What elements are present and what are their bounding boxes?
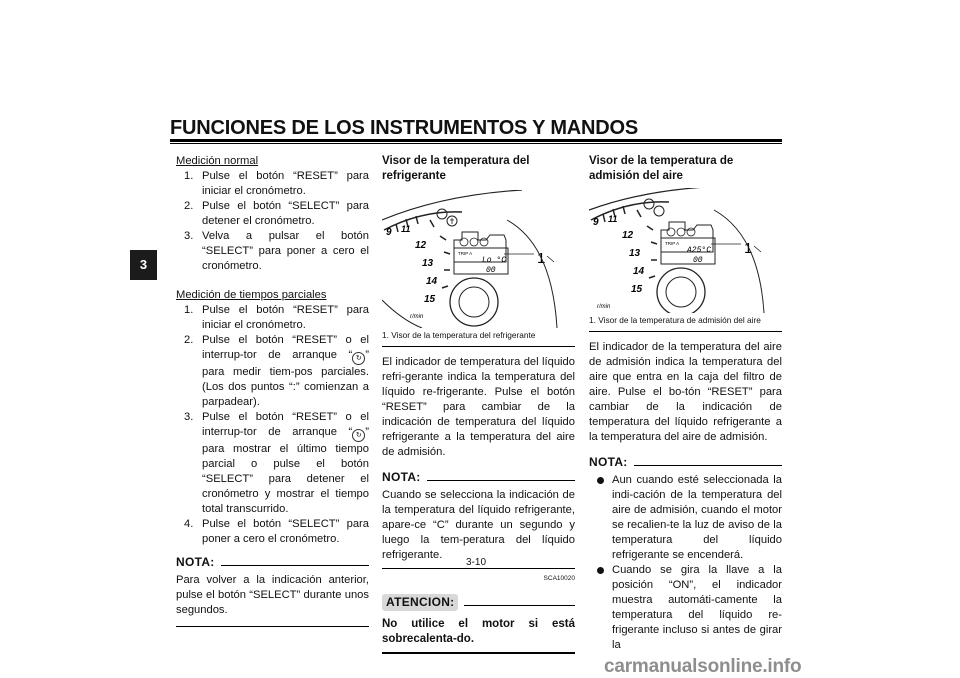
lcd-temp-readout: A25°C [687,246,712,255]
speedometer-dial [450,278,498,326]
tach-label-12: 12 [622,230,634,241]
step-number: 1. [184,170,194,182]
step-text: Velva a pulsar el botón “SELECT” para poner a cero el cronómetro. [202,230,369,272]
nota-label: NOTA: [176,555,215,569]
step-number: 1. [184,304,194,316]
partial-step-3 [184,410,369,517]
caution-text: No utilice el motor si está sobrecalenta-do. [382,618,575,645]
normal-step-1 [184,169,369,199]
lcd-trip-label: TRIP A [458,251,473,256]
intake-body: El indicador de la temperatura del aire de admisión indica la temperatura del aire que entra en la caja del filtro de aire. Pulse el bo-tón “RESET” para cambiar de la indicación de temperatura del líquido refrigerante a la temperatura del aire de admisión. [589,341,782,443]
column-2 [382,154,575,654]
page-title: FUNCIONES DE LOS INSTRUMENTOS Y MANDOS [170,117,639,139]
step-number: 4. [184,518,194,530]
nota-label: NOTA: [589,455,628,469]
nota-end-rule [382,568,575,569]
nota-bullet: Cuando se gira la llave a la posición “ON”, el indicador muestra automáti-camente la temperatura del líquido re-frigerante incluso si antes de girar la [589,563,782,653]
normal-steps [176,169,369,274]
warning-lamp-icon [437,209,447,219]
intake-air-heading: Visor de la temperatura de admisión del aire [589,155,734,182]
tach-label-15: 15 [631,284,643,295]
header-rule [170,139,782,142]
speedometer-dial [657,268,705,313]
figure-caption: 1. Visor de la temperatura de admisión del aire [589,315,761,325]
warning-lamp-icon [644,199,654,209]
nota-heading [176,555,369,570]
nota-heading [382,470,575,485]
caution-code: SCA10020 [543,575,575,582]
watermark: carmanualsonline.info [604,656,802,677]
header-rule-thin [170,143,782,144]
nota-text: Cuando se selecciona la indicación de la temperatura del líquido refrigerante, apare-ce “C” durante un segundo y luego la tem-peratura del líquido refrigerante. [382,489,575,561]
tach-label-13: 13 [629,248,641,259]
caution-rule [464,605,575,606]
partial-step-1 [184,303,369,333]
warning-lamp-icon [654,206,664,216]
indicator-icon [480,238,488,246]
chapter-tab: 3 [130,250,157,280]
step-number: 2. [184,334,194,346]
callout-number: 1 [537,250,546,267]
step-text: Pulse el botón “RESET” o el interrup-tor de arranque “ [202,411,369,438]
normal-step-2 [184,199,369,229]
step-text: Pulse el botón “RESET” para iniciar el cronómetro. [202,304,369,331]
step-text: ” para mostrar el último tiempo parcial o pulse el botón “SELECT” para detener el cronómetro y mostrar el tiempo total transcurrido. [202,426,369,515]
normal-heading: Medición normal [176,155,259,167]
partial-step-2 [184,333,369,410]
tach-unit: r/min [597,304,611,310]
tach-label-11: 11 [401,224,411,234]
partial-steps [176,303,369,547]
tach-label-9: 9 [593,217,599,228]
nota-rule [634,465,782,466]
step-text: Pulse el botón “RESET” o el interrup-tor de arranque “ [202,334,369,361]
indicator-icon [460,238,468,246]
nota-rule [221,565,369,566]
nota-bullets [589,473,782,653]
step-text: ” para medir tiem-pos parciales. (Los dos puntos “:” comienzan a parpadear). [202,349,369,408]
start-switch-icon: ↻ [352,429,365,442]
caption-rule [589,331,782,332]
tach-label-12: 12 [415,240,427,251]
tach-label-13: 13 [422,258,434,269]
indicator-icon [677,228,685,236]
caution-end-rule [382,652,575,654]
nota-rule [427,480,575,481]
column-1 [176,154,369,627]
instrument-panel-illustration [589,188,782,313]
tach-label-14: 14 [633,266,645,277]
normal-step-3 [184,229,369,274]
step-number: 3. [184,411,194,423]
intake-figure [589,188,782,313]
tach-label-15: 15 [424,294,436,305]
coolant-figure [382,190,575,328]
nota-text: Para volver a la indicación anterior, pulse el botón “SELECT” durante unos segundos. [176,574,369,616]
indicator-icon [470,238,478,246]
lcd-temp-readout: Lo °C [482,256,507,265]
figure-caption: 1. Visor de la temperatura del refrigerante [382,330,536,340]
start-switch-icon: ↻ [352,352,365,365]
lcd-secondary-readout: 00 [693,256,703,265]
caution-label: ATENCION: [382,594,458,611]
coolant-heading: Visor de la temperatura del refrigerante [382,155,530,182]
page-number: 3-10 [466,557,487,568]
nota-heading [589,455,782,470]
tach-label-9: 9 [386,227,392,238]
partial-heading: Medición de tiempos parciales [176,289,327,301]
instrument-panel-illustration [382,190,575,328]
lcd-secondary-readout: 00 [486,266,496,275]
tach-label-14: 14 [426,276,438,287]
indicator-icon [667,228,675,236]
step-text: Pulse el botón “SELECT” para poner a cero el cronómetro. [202,518,369,545]
coolant-body: El indicador de temperatura del líquido refri-gerante indica la temperatura del líquido re-frigerante. Pulse el botón “RESET” para cambiar de la indicación de temperatura del líquido refrigerante a la temperatura del aire de admisión. [382,356,575,458]
callout-number: 1 [744,240,753,257]
caution-heading [382,594,575,611]
nota-bullet: Aun cuando esté seleccionada la indi-cación de la temperatura del aire de admisión, cuando el motor se recalien-te la luz de aviso de la temperatura del líquido refrigerante se encenderá. [589,473,782,563]
partial-step-4 [184,517,369,547]
nota-label: NOTA: [382,470,421,484]
caption-rule [382,346,575,347]
tach-label-11: 11 [608,214,618,224]
step-number: 2. [184,200,194,212]
step-text: Pulse el botón “RESET” para iniciar el cronómetro. [202,170,369,197]
lcd-trip-label: TRIP A [665,241,680,246]
column-3 [589,154,782,653]
step-text: Pulse el botón “SELECT” para detener el cronómetro. [202,200,369,227]
indicator-icon [687,228,695,236]
step-number: 3. [184,230,194,242]
nota-end-rule [176,626,369,627]
tach-unit: r/min [410,314,424,320]
